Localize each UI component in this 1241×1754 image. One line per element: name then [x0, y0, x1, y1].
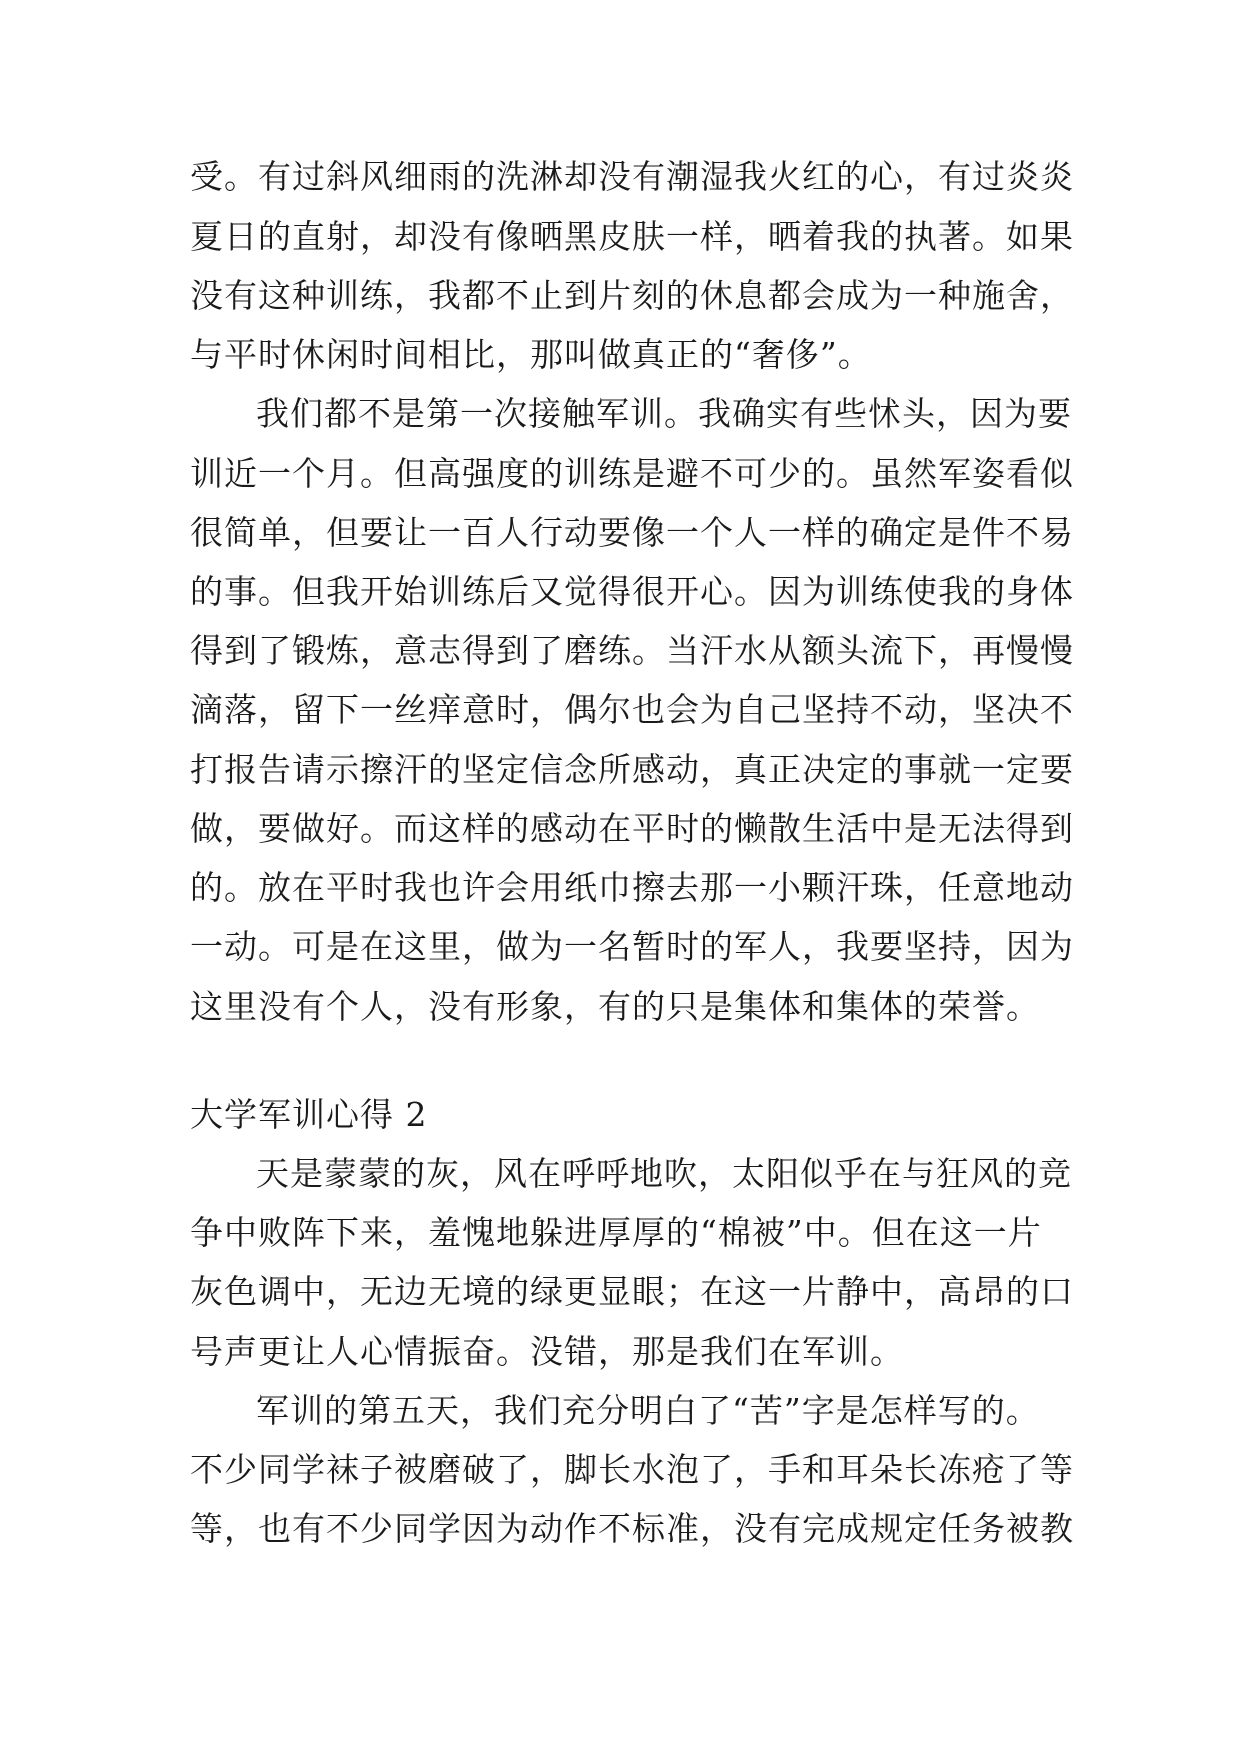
paragraph-line: 不少同学袜子被磨破了，脚长水泡了，手和耳朵长冻疮了等 — [190, 1450, 1074, 1489]
paragraph-line: 的。放在平时我也许会用纸巾擦去那一小颗汗珠，任意地动 — [190, 868, 1074, 907]
paragraph-line: 我们都不是第一次接触军训。我确实有些怵头，因为要 — [256, 394, 1072, 433]
paragraph-line: 这里没有个人，没有形象，有的只是集体和集体的荣誉。 — [190, 987, 1040, 1026]
paragraph-line: 等，也有不少同学因为动作不标准，没有完成规定任务被教 — [190, 1509, 1074, 1548]
section-heading: 大学军训心得 2 — [190, 1095, 428, 1134]
paragraph-line: 夏日的直射，却没有像晒黑皮肤一样，晒着我的执著。如果 — [190, 217, 1074, 256]
paragraph-line: 滴落，留下一丝痒意时，偶尔也会为自己坚持不动，坚决不 — [190, 690, 1074, 729]
paragraph-line: 的事。但我开始训练后又觉得很开心。因为训练使我的身体 — [190, 572, 1074, 611]
paragraph-line: 受。有过斜风细雨的洗淋却没有潮湿我火红的心，有过炎炎 — [190, 157, 1074, 196]
paragraph-line: 一动。可是在这里，做为一名暂时的军人，我要坚持，因为 — [190, 927, 1074, 966]
paragraph-line: 打报告请示擦汗的坚定信念所感动，真正决定的事就一定要 — [190, 750, 1074, 789]
paragraph-line: 做，要做好。而这样的感动在平时的懒散生活中是无法得到 — [190, 809, 1074, 848]
paragraph-line: 军训的第五天，我们充分明白了“苦”字是怎样写的。 — [256, 1391, 1040, 1430]
paragraph-line: 号声更让人心情振奋。没错，那是我们在军训。 — [190, 1332, 904, 1371]
paragraph-line: 很简单，但要让一百人行动要像一个人一样的确定是件不易 — [190, 513, 1074, 552]
paragraph-line: 训近一个月。但高强度的训练是避不可少的。虽然军姿看似 — [190, 454, 1074, 493]
paragraph-line: 得到了锻炼，意志得到了磨练。当汗水从额头流下，再慢慢 — [190, 631, 1074, 670]
paragraph-line: 与平时休闲时间相比，那叫做真正的“奢侈”。 — [190, 335, 872, 374]
paragraph-line: 争中败阵下来，羞愧地躲进厚厚的“棉被”中。但在这一片 — [190, 1213, 1042, 1252]
paragraph-line: 天是蒙蒙的灰，风在呼呼地吹，太阳似乎在与狂风的竞 — [256, 1154, 1072, 1193]
paragraph-line: 灰色调中，无边无境的绿更显眼；在这一片静中，高昂的口 — [190, 1272, 1074, 1311]
paragraph-line: 没有这种训练，我都不止到片刻的休息都会成为一种施舍， — [190, 276, 1074, 315]
